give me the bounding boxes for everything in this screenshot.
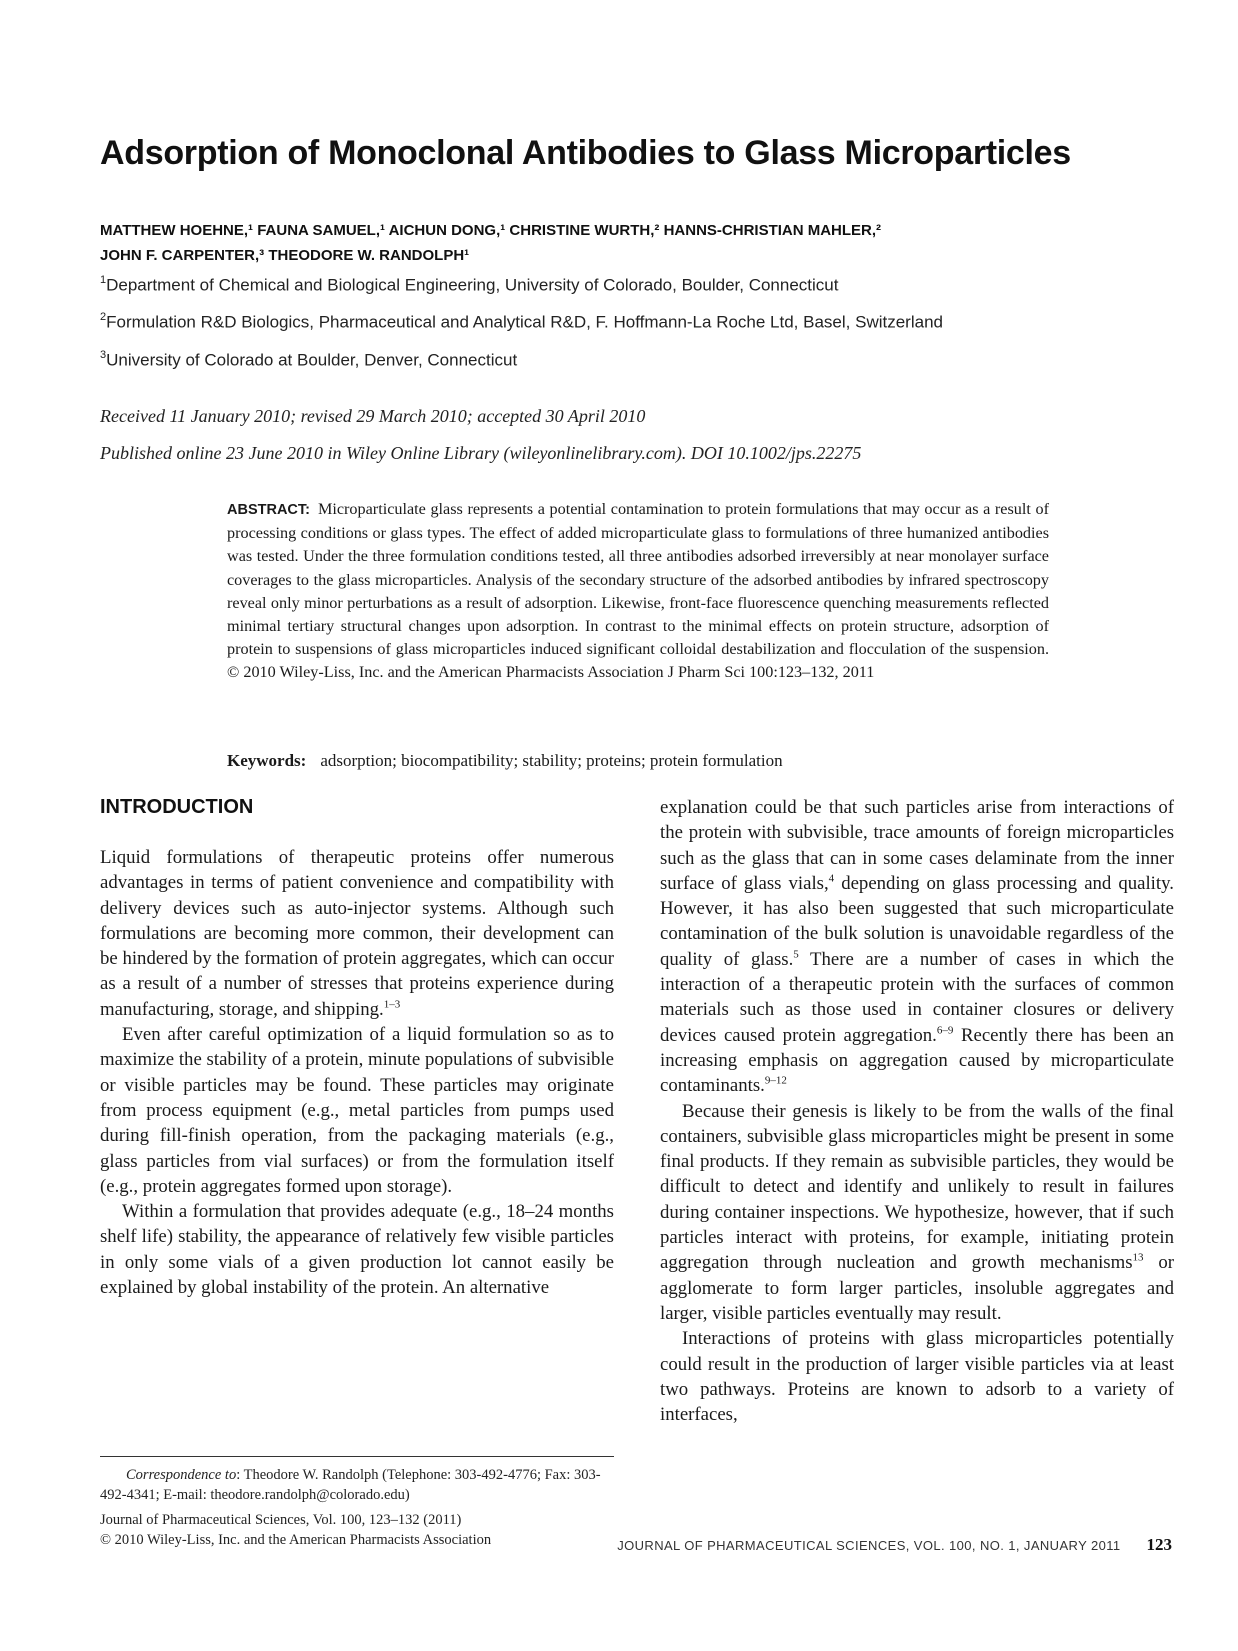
keywords-text: adsorption; biocompatibility; stability; proteins; protein formulation	[320, 751, 783, 770]
paragraph-text: Because their genesis is likely to be from the walls of the final containers, subvisible glass microparticles might be present in some final products. If they remain as subvisible particles, they would be difficult to detect and identify and unlikely to result in failures during container inspections. We hypothesize, however, that if such particles interact with proteins, for example, initiating protein aggregation through nucleation and growth mechanisms	[660, 1100, 1174, 1274]
keywords	[227, 751, 1049, 771]
citation-ref: 4	[828, 872, 835, 885]
affiliation-number: 3	[100, 349, 107, 361]
abstract	[227, 498, 1049, 685]
section-heading-introduction: INTRODUCTION	[100, 796, 254, 818]
paragraph-text: explanation could be that such particles arise from interactions of the protein with subvisible, trace amounts of foreign microparticles such as the glass that can in some cases delaminate from the inner surface of glass vials,	[660, 797, 1174, 894]
correspondence-text: : Theodore W. Randolph (Telephone: 303-492-4776; Fax: 303-492-4341; E-mail: theodore.randolph@colorado.edu)	[100, 1467, 601, 1503]
correspondence-footnote	[100, 1465, 614, 1505]
citation-ref: 9–12	[764, 1075, 787, 1087]
affiliation-number: 1	[100, 274, 107, 286]
copyright-notice: © 2010 Wiley-Liss, Inc. and the American Pharmacists Association	[100, 1532, 492, 1548]
paper-title: Adsorption of Monoclonal Antibodies to Glass Microparticles	[100, 134, 1071, 172]
affiliation-1	[100, 275, 838, 296]
received-dates: Received 11 January 2010; revised 29 March 2010; accepted 30 April 2010	[100, 406, 646, 426]
citation-ref: 6–9	[936, 1024, 954, 1037]
abstract-label: ABSTRACT:	[227, 502, 310, 518]
left-column	[100, 845, 614, 1300]
citation-ref: 1–3	[383, 998, 401, 1011]
paragraph-text: or agglomerate to form larger particles, insoluble aggregates and larger, visible particles eventually may result.	[660, 1252, 1175, 1324]
affiliation-text: University of Colorado at Boulder, Denver, Connecticut	[106, 350, 518, 370]
intro-paragraph-2: Even after careful optimization of a liquid formulation so as to maximize the stability of a protein, minute populations of subvisible or visible particles may be found. These particles may originate from process equipment (e.g., metal particles from pumps used during fill-finish operation, from the packaging materials (e.g., glass particles from vial surfaces) or from the formulation itself (e.g., protein aggregates formed upon storage).	[100, 1024, 614, 1197]
page-number: 123	[1146, 1535, 1172, 1554]
affiliation-3	[100, 350, 517, 371]
citation-ref: 5	[793, 948, 799, 961]
paragraph-text: Liquid formulations of therapeutic proteins offer numerous advantages in terms of patient convenience and compatibility with delivery devices such as auto-injector systems. Although such formulations are becoming more common, their development can be hindered by the formation of protein aggregates, which can occur as a result of a number of stresses that proteins experience during manufacturing, storage, and shipping.	[100, 847, 614, 1020]
intro-paragraph-5	[660, 1099, 1174, 1327]
correspondence-label: Correspondence to	[126, 1467, 237, 1483]
intro-paragraph-1	[100, 845, 614, 1022]
keywords-label: Keywords:	[227, 751, 307, 770]
author-line-1: MATTHEW HOEHNE,¹ FAUNA SAMUEL,¹ AICHUN DONG,¹ CHRISTINE WURTH,² HANNS-CHRISTIAN MAHLER,²	[100, 222, 882, 239]
author-list	[100, 218, 1140, 268]
intro-paragraph-3: Within a formulation that provides adequate (e.g., 18–24 months shelf life) stability, the appearance of relatively few visible particles in only some vials of a given production lot cannot easily be explained by global instability of the protein. An alternative	[100, 1201, 614, 1299]
affiliation-text: Formulation R&D Biologics, Pharmaceutical and Analytical R&D, F. Hoffmann-La Roche Ltd, Basel, Switzerland	[106, 312, 943, 332]
journal-running-title: JOURNAL OF PHARMACEUTICAL SCIENCES, VOL. 100, NO. 1, JANUARY 2011	[617, 1538, 1121, 1553]
right-column	[660, 795, 1174, 1427]
intro-paragraph-6: Interactions of proteins with glass microparticles potentially could result in the production of larger visible particles via at least two pathways. Proteins are known to adsorb to a variety of interfaces,	[660, 1328, 1174, 1426]
intro-paragraph-4	[660, 795, 1174, 1099]
affiliation-number: 2	[100, 311, 107, 323]
running-footer	[580, 1535, 1172, 1555]
affiliation-2	[100, 312, 943, 333]
paragraph-text: There are a number of cases in which the interaction of a therapeutic protein with the surfaces of common materials such as those used in container closures or delivery devices caused protein aggregation.	[660, 948, 1174, 1046]
published-info: Published online 23 June 2010 in Wiley Online Library (wileyonlinelibrary.com). DOI 10.1002/jps.22275	[100, 443, 862, 463]
affiliation-text: Department of Chemical and Biological Engineering, University of Colorado, Boulder, Connecticut	[106, 275, 839, 295]
abstract-text: Microparticulate glass represents a potential contamination to protein formulations that may occur as a result of processing conditions or glass types. The effect of added microparticulate glass to formulations of three humanized antibodies was tested. Under the three formulation conditions tested, all three antibodies adsorbed irreversibly at near monolayer surface coverages to the glass microparticles. Analysis of the secondary structure of the adsorbed antibodies by infrared spectroscopy reveal only minor perturbations as a result of adsorption. Likewise, front-face fluorescence quenching measurements reflected minimal tertiary structural changes upon adsorption. In contrast to the minimal effects on protein structure, adsorption of protein to suspensions of glass microparticles induced significant colloidal destabilization and flocculation of the suspension. © 2010 Wiley-Liss, Inc. and the American Pharmacists Association J Pharm Sci 100:123–132, 2011	[227, 500, 1049, 682]
paragraph-text: depending on glass processing and quality. However, it has also been suggested that such microparticulate contamination of the bulk solution is unavoidable regardless of the quality of glass.	[660, 872, 1174, 970]
journal-citation: Journal of Pharmaceutical Sciences, Vol. 100, 123–132 (2011)	[100, 1512, 462, 1528]
footnote-divider	[100, 1456, 614, 1457]
author-line-2: JOHN F. CARPENTER,³ THEODORE W. RANDOLPH¹	[100, 247, 470, 264]
citation-ref: 13	[1132, 1252, 1144, 1265]
paragraph-text: Recently there has been an increasing emphasis on aggregation caused by microparticulate contaminants.	[660, 1024, 1175, 1097]
